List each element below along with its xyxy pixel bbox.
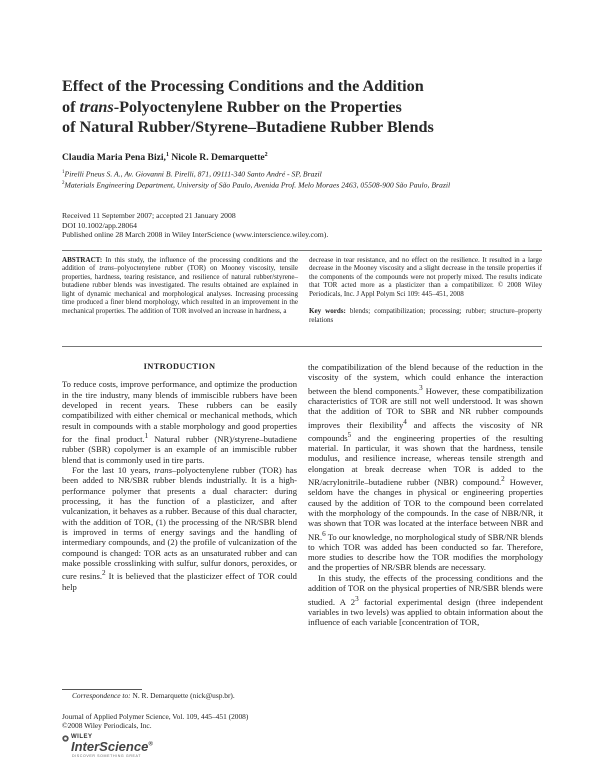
abstract-label: ABSTRACT:: [62, 256, 103, 264]
correspondence-text[interactable]: N. R. Demarquette (nick@usp.br).: [130, 691, 235, 700]
wiley-mark-icon: [62, 735, 69, 742]
journal-info: [62, 712, 248, 730]
paragraph-3-b: However, these compatibilization characteristics of TOR are still not well understood. It was shown that the addition of TOR to SBR and NR rubber compounds improves their flexibility: [308, 385, 543, 430]
affiliation-2: [62, 179, 532, 190]
citation-2: 2: [102, 569, 106, 578]
abstract-left: [62, 256, 298, 315]
copyright: ©2008 Wiley Periodicals, Inc.: [62, 721, 152, 730]
paragraph-2-pre: For the last 10 years,: [72, 464, 155, 475]
factorial-exponent: 3: [355, 594, 359, 603]
citation-1: 1: [144, 432, 149, 441]
paragraph-3: [308, 362, 543, 573]
title-line-1: Effect of the Processing Conditions and the Addition: [62, 77, 424, 95]
author-list: [62, 152, 542, 163]
paragraph-1-cont: Natural rubber (NR)/styrene–butadiene rubber (SBR) copolymer is an example of an immiscible rubber blend that is commonly used in tire parts.: [62, 433, 297, 465]
paragraph-2-text: –polyoctenylene rubber (TOR) has been added to NR/SBR rubber blends industrially. It is a high-performance polymer that presents a dual character: during processing, it has the function of a plasticizer, and after vulcanization, it behaves as a rubber. Because of this dual character, with the addition of TOR, (1) the processing of the NR/SBR blend is improved in terms of energy savings and the handling of intermediary compounds, and (2) the profile of vulcanization of the compound is changed: TOR acts as an unsaturated rubber and can make possible crosslinking with sulfur, sulfur donors, peroxides, or cure resins.: [62, 464, 297, 582]
abstract-italic: trans: [99, 264, 114, 273]
correspondence-label: Correspondence to:: [72, 691, 131, 700]
introduction-heading: INTRODUCTION: [143, 362, 216, 371]
paragraph-4-a: In this study, the effects of the processing conditions and the addition of TOR on the physical properties of NR/SBR blends were studied. A 2: [308, 572, 543, 607]
correspondence: [72, 691, 235, 700]
journal-line: Journal of Applied Polymer Science, Vol. 109, 445–451 (2008): [62, 712, 249, 721]
abstract-top-rule: [62, 250, 542, 251]
citation-2b: 2: [501, 475, 505, 484]
doi[interactable]: DOI 10.1002/app.28064: [62, 220, 137, 230]
article-title: [62, 76, 542, 138]
paragraph-3-e: However, seldom have the changes in physical or engineering properties caused by the addition of TOR to the compound been correlated with the morphology of the compounds. In the case of NBR/NR, it was shown that TOR was located at the interface between NBR and NR.: [308, 476, 543, 542]
author-1-affil: 1: [165, 152, 169, 158]
author-2: Nicole R. Demarquette: [168, 152, 265, 164]
affiliations: [62, 168, 532, 190]
logo-interscience-text: [71, 739, 153, 754]
affiliation-1: [62, 168, 532, 179]
affiliation-2-marker: 2: [62, 181, 65, 187]
affiliation-1-text: Pirelli Pneus S. A., Av. Giovanni B. Pirelli, 871, 09111-340 Santo André - SP, Brazil: [64, 169, 322, 179]
paragraph-2-italic: trans: [154, 464, 173, 475]
citation-6: 6: [322, 529, 326, 538]
body-right-column: [308, 362, 543, 627]
body-left-column: [62, 362, 297, 592]
paragraph-4: [308, 573, 543, 628]
paragraph-3-f: To our knowledge, no morphological study of SBR/NR blends to which TOR was added has been conducted so far. Therefore, more studies to describe how the TOR modifies the morphology and the properties of NR/SBR blends are necessary.: [308, 531, 543, 573]
logo-tagline: DISCOVER SOMETHING GREAT: [72, 754, 142, 758]
paragraph-1: [62, 379, 297, 465]
wiley-interscience-logo[interactable]: [62, 734, 172, 760]
published-online: Published online 28 March 2008 in Wiley InterScience (www.interscience.wiley.com).: [62, 230, 329, 240]
paragraph-3-c: and affects the viscosity of NR compounds: [308, 419, 543, 443]
logo-wiley-text: WILEY: [71, 734, 93, 740]
keywords: [309, 307, 542, 324]
abstract-bottom-rule: [62, 346, 542, 347]
title-line-2-pre: of: [62, 97, 80, 116]
paragraph-2: [62, 465, 297, 592]
affiliation-1-marker: 1: [62, 170, 65, 175]
publication-history: [62, 211, 542, 240]
abstract-text-2: –polyoctenylene rubber (TOR) on Mooney viscosity, tensile properties, hardness, tearing resistance, and resilience of natural rubber/styrene–butadiene rubber blends was investigated. The results obtained are explained in light of dynamic mechanical and morphological analyses. Increasing processing time produced a finer blend morphology, which resulted in an improvement in the mechanical properties. The addition of TOR involved an increase in hardness, a: [62, 264, 298, 315]
title-line-2-italic: trans: [79, 97, 114, 116]
paragraph-3-d: and the engineering properties of the resulting material. In particular, it was shown that the hardness, tensile modulus, and resilience increase, whereas tensile strength and elongation at break decrease when TOR is added to the NR/acrylonitrile–butadiene rubber (NBR) compound.: [308, 432, 543, 487]
paragraph-1-text: To reduce costs, improve performance, and optimize the production in the tire industry, many blends of immiscible rubbers have been developed in recent years. These rubbers can be easily compatibilized with either chemical or mechanical methods, which result in compounds with a stable morphology and good properties for the final product.: [62, 379, 297, 444]
abstract-text-1: In this study, the influence of the processing conditions and the addition of: [62, 256, 298, 273]
title-line-3: of Natural Rubber/Styrene–Butadiene Rubber Blends: [62, 118, 434, 136]
citation-4: 4: [403, 417, 407, 426]
title-line-2: [62, 97, 542, 118]
abstract-text-3: decrease in tear resistance, and no effect on the resilience. It resulted in a large decrease in the Mooney viscosity and a slight decrease in the tensile properties if the components of the compounds were not properly mixed. The results indicate that TOR acted more as a plasticizer than a compatibilizer. © 2008 Wiley Periodicals, Inc. J Appl Polym Sci 109: 445–451, 2008: [309, 256, 542, 298]
footnote-rule: [62, 689, 142, 690]
citation-5: 5: [347, 430, 352, 439]
citation-3: 3: [419, 383, 423, 392]
author-2-affil: 2: [264, 152, 268, 158]
author-1: Claudia Maria Pena Bizi,: [62, 152, 166, 164]
abstract-right: [309, 256, 542, 324]
paragraph-4-b: factorial experimental design (three independent variables in two levels) was applied to obtain information about the influence of each variable [concentration of TOR,: [308, 596, 544, 628]
title-line-2-post: -Polyoctenylene Rubber on the Properties: [113, 97, 402, 116]
logo-registered: ®: [148, 741, 153, 748]
paragraph-3-a: the compatibilization of the blend because of the reduction in the viscosity of the system, which could enhance the interaction between the blend components.: [308, 362, 543, 396]
received-dates: Received 11 September 2007; accepted 21 January 2008: [62, 211, 236, 220]
paragraph-2-cont: It is believed that the plasticizer effect of TOR could help: [62, 571, 297, 592]
logo-main-text: InterScience: [71, 739, 149, 754]
keywords-text: blends; compatibilization; processing; rubber; structure–property relations: [309, 307, 542, 324]
affiliation-2-text: Materials Engineering Department, University of São Paulo, Avenida Prof. Melo Moraes 2463, 05508-900 São Paulo, Brazil: [64, 180, 451, 190]
keywords-label: Key words:: [309, 307, 346, 316]
